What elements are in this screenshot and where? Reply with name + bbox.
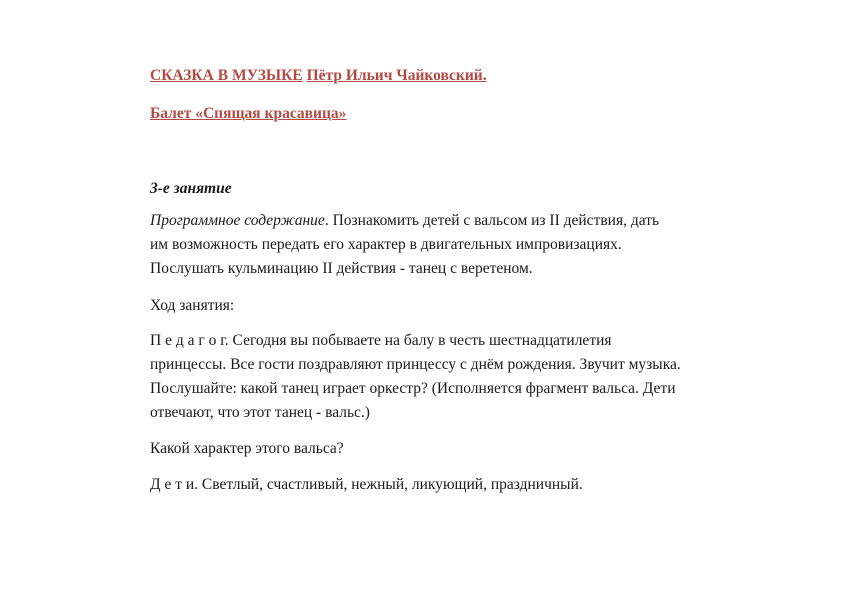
program-label: Программное содержание [150,212,325,229]
teacher-paragraph [150,329,681,425]
teacher-line-2: принцессы. Все гости поздравляют принцессу с днём рождения. Звучит музыка. [150,356,681,373]
teacher-line-4: отвечают, что этот танец - вальс.) [150,404,370,421]
teacher-line-3: Послушайте: какой танец играет оркестр? (Исполняется фрагмент вальса. Дети [150,380,676,397]
question-paragraph: Какой характер этого вальса? [150,440,344,457]
header-line-1 [150,64,487,88]
course-label: Ход занятия: [150,297,235,314]
program-content-paragraph [150,209,659,281]
children-answer-paragraph: Д е т и. Светлый, счастливый, нежный, ликующий, праздничный. [150,476,583,493]
link-tchaikovsky[interactable]: Пётр Ильич Чайковский. [306,67,487,84]
program-line-3: Послушать кульминацию II действия - танец с веретеном. [150,260,533,277]
program-line-2: им возможность передать его характер в двигательных импровизациях. [150,236,622,253]
lesson-title: 3-е занятие [150,180,232,197]
link-skazka-v-muzyke[interactable]: СКАЗКА В МУЗЫКЕ [150,67,303,84]
link-ballet-sleeping-beauty[interactable]: Балет «Спящая красавица» [150,105,347,122]
teacher-line-1: П е д а г о г. Сегодня вы побываете на балу в честь шестнадцатилетия [150,332,612,349]
program-line-1-rest: . Познакомить детей с вальсом из II действия, дать [324,212,660,229]
header-line-2 [150,102,346,126]
